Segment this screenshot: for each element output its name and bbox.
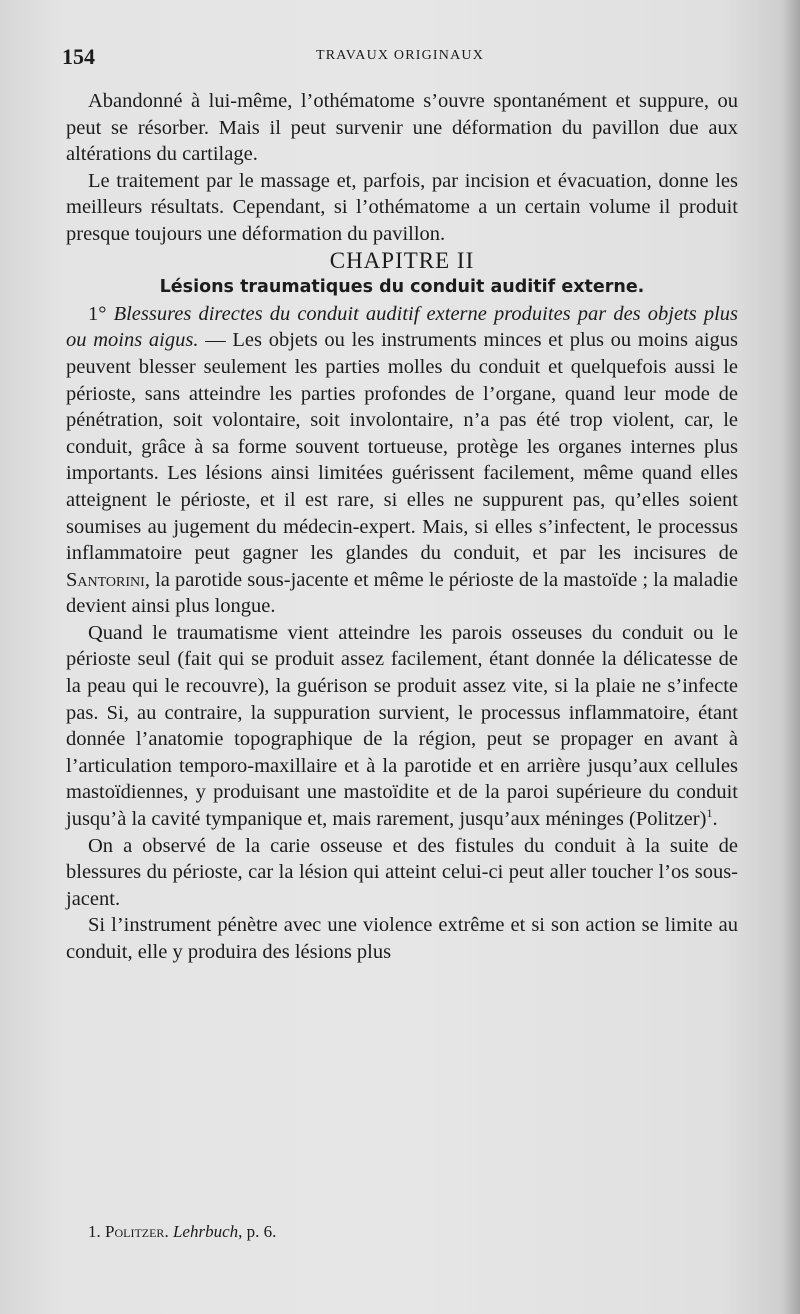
footnote [88,1222,276,1242]
subsection-number: 1° [88,302,107,325]
footnote-page: , p. 6. [238,1222,277,1241]
author-name-santorini: Santorini [66,568,145,591]
footnote-author: Politzer [105,1222,165,1241]
section-title: Lésions traumatiques du conduit auditif externe. [159,277,645,298]
chapter-title: CHAPITRE II [329,247,475,273]
paragraph-4-text: Quand le traumatisme vient atteindre les parois osseuses du conduit ou le périoste seul (fait qui se produit assez facilement, étant donnée la délicatesse de la peau qui le recouvre), la guérison se produit assez vite, si la plaie ne s’infecte pas. Si, au contraire, la suppuration survient, le processus inflammatoire, étant donnée l’anatomie topographique de la région, peut se propager en avant à l’articulation temporo-maxillaire et à la parotide et en arrière jusqu’aux cellules mastoïdiennes, y produisant une mastoïdite et de la paroi supérieure du conduit jusqu’à la cavité tympanique et, mais rarement, jusqu’aux méninges (Politzer) [66,621,738,831]
paragraph-5: On a observé de la carie osseuse et des fistules du conduit à la suite de blessures du périoste, car la lésion qui atteint celui-ci peut aller toucher l’os sous-jacent. [66,834,738,910]
footnote-reference: 1 [706,806,713,821]
paragraph-4 [66,620,738,833]
footnote-separator: . [164,1222,173,1241]
page-edge-shadow [782,0,800,1314]
paragraph-3-text-b: , la parotide sous-jacente et même le périoste de la mastoïde ; la maladie devient ainsi plus longue. [66,568,738,618]
running-header [62,44,738,72]
body-text [66,88,738,966]
footnote-number: 1. [88,1222,101,1241]
paragraph-3-text-a: — Les objets ou les instruments minces et plus ou moins aigus peuvent blesser seulement les parties molles du conduit et quelquefois aussi le périoste, sans atteindre les parties profondes de l’organe, quand leur mode de pénétration, soit volontaire, soit involontaire, n’a pas été trop violent, car, le conduit, grâce à sa forme souvent tortueuse, protège les organes internes plus importants. Les lésions ainsi limitées guérissent facilement, même quand elles atteignent le périoste, et il est rare, si elles ne suppurent pas, qu’elles soient soumises au jugement du médecin-expert. Mais, si elles s’infectent, le processus inflammatoire peut gagner les glandes du conduit, et par les incisures de [66,329,738,565]
paragraph-2: Le traitement par le massage et, parfois, par incision et évacuation, donne les meilleurs résultats. Cependant, si l’othématome a un certain volume il produit presque toujours une déformation du pavillon. [66,169,738,245]
paragraph-6: Si l’instrument pénètre avec une violence extrême et si son action se limite au conduit, elle y produira des lésions plus [66,914,738,963]
paragraph-1: Abandonné à lui-même, l’othématome s’ouvre spontanément et suppure, ou peut se résorber. Mais il peut survenir une déformation du pavillon due aux altérations du cartilage. [66,90,738,166]
subsection-heading: Blessures directes du conduit auditif externe produites par des objets plus ou moins aigus. [66,302,739,352]
page-number: 154 [62,44,95,69]
paragraph-4-end: . [712,808,718,831]
running-title: TRAVAUX ORIGINAUX [315,48,485,63]
footnote-work: Lehrbuch [172,1222,239,1241]
paragraph-3 [66,301,738,620]
